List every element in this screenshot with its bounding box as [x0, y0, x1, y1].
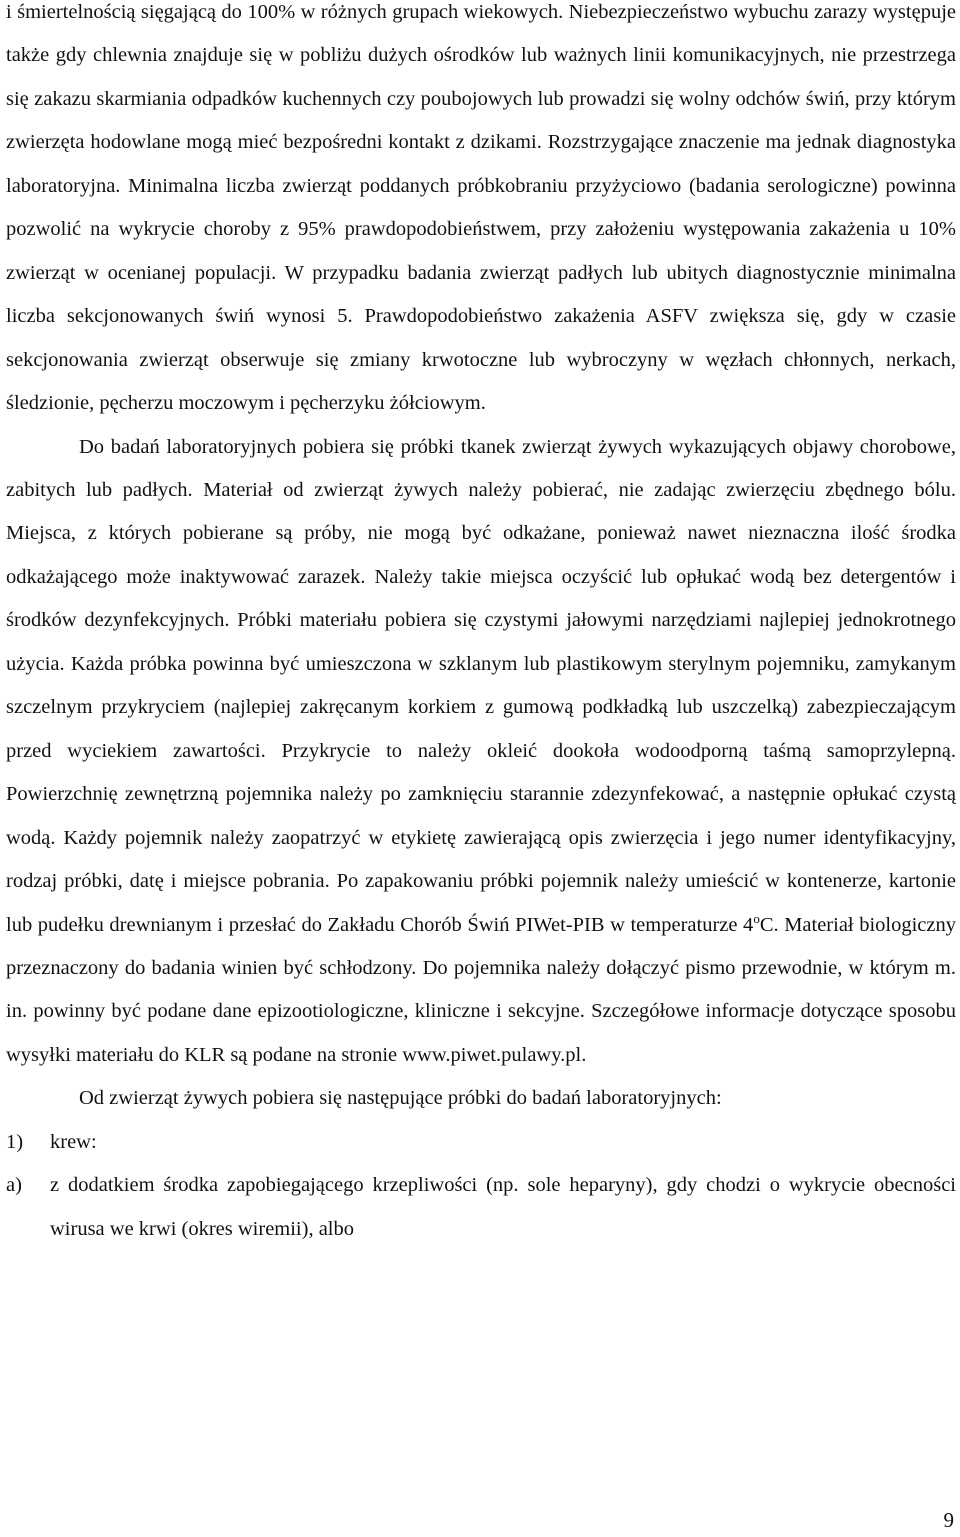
list-marker: a): [6, 1174, 22, 1197]
list-item: [6, 1164, 956, 1251]
paragraph-sampling-text: Do badań laboratoryjnych pobiera się próbki tkanek zwierząt żywych wykazujących objawy chorobowe, zabitych lub padłych. Materiał od zwierząt żywych należy pobierać, nie zadając zwierzęciu zbędnego bólu. Miejsca, z których pobierane są próby, nie mogą być odkażane, ponieważ nawet nieznaczna ilość środka odkażającego może inaktywować zarazek. Należy takie miejsca oczyścić lub opłukać wodą bez detergentów i środków dezynfekcyjnych. Próbki materiału pobiera się czystymi jałowymi narzędziami najlepiej jednokrotnego użycia. Każda próbka powinna być umieszczona w szklanym lub plastikowym sterylnym pojemniku, zamykanym szczelnym przykryciem (najlepiej zakręcanym korkiem z gumową podkładką lub uszczelką) zabezpieczającym przed wyciekiem zawartości. Przykrycie to należy okleić dookoła wodoodporną taśmą samoprzylepną. Powierzchnię zewnętrzną pojemnika należy po zamknięciu starannie zdezynfekować, a następnie opłukać czystą wodą. Każdy pojemnik należy zaopatrzyć w etykietę zawierającą opis zwierzęcia i jego numer identyfikacyjny, rodzaj próbki, datę i miejsce pobrania. Po zapakowaniu próbki pojemnik należy umieścić w kontenerze, kartonie lub pudełku drewnianym i przesłać do Zakładu Chorób Świń PIWet-PIB w temperaturze 4: [6, 435, 956, 936]
list-item: [6, 1121, 956, 1164]
paragraph-sampling: [6, 426, 956, 1078]
document-page: [6, 0, 956, 1251]
list-item-text: z dodatkiem środka zapobiegającego krzepliwości (np. sole heparyny), gdy chodzi o wykrycie obecności wirusa we krwi (okres wiremii), albo: [50, 1174, 956, 1240]
degree-superscript: o: [753, 910, 760, 926]
paragraph-diagnostics: i śmiertelnością sięgającą do 100% w różnych grupach wiekowych. Niebezpieczeństwo wybuchu zarazy występuje także gdy chlewnia znajduje się w pobliżu dużych ośrodków lub ważnych linii komunikacyjnych, nie przestrzega się zakazu skarmiania odpadków kuchennych czy poubojowych lub prowadzi się wolny odchów świń, przy którym zwierzęta hodowlane mogą mieć bezpośredni kontakt z dzikami. Rozstrzygające znaczenie ma jednak diagnostyka laboratoryjna. Minimalna liczba zwierząt poddanych próbkobraniu przyżyciowo (badania serologiczne) powinna pozwolić na wykrycie choroby z 95% prawdopodobieństwem, przy założeniu występowania zakażenia u 10% zwierząt w ocenianej populacji. W przypadku badania zwierząt padłych lub ubitych diagnostycznie minimalna liczba sekcjonowanych świń wynosi 5. Prawdopodobieństwo zakażenia ASFV zwiększa się, gdy w czasie sekcjonowania zwierząt obserwuje się zmiany krwotoczne lub wybroczyny w węzłach chłonnych, nerkach, śledzionie, pęcherzu moczowym i pęcherzyku żółciowym.: [6, 1, 956, 415]
list-item-text: krew:: [50, 1130, 97, 1153]
page-number: 9: [943, 1508, 954, 1532]
paragraph-samples-intro: Od zwierząt żywych pobiera się następujące próbki do badań laboratoryjnych:: [79, 1087, 722, 1110]
paragraph-sampling-text-cont: C. Materiał biologiczny przeznaczony do badania winien być schłodzony. Do pojemnika należy dołączyć pismo przewodnie, w którym m. in. powinny być podane dane epizootiologiczne, kliniczne i sekcyjne. Szczegółowe informacje dotyczące sposobu wysyłki materiału do KLR są podane na stronie www.piwet.pulawy.pl.: [6, 913, 956, 1066]
list-marker: 1): [6, 1130, 24, 1153]
